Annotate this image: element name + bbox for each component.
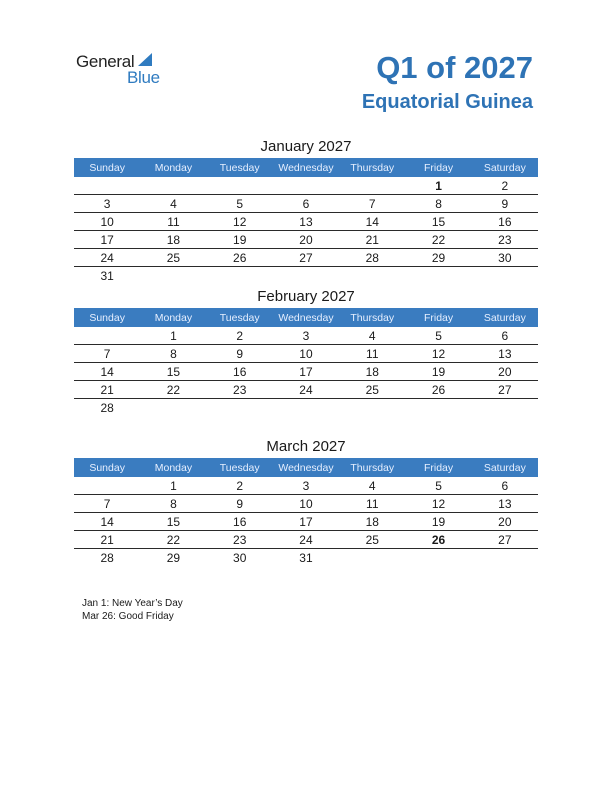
day-cell: 2 [207,327,273,345]
day-cell: 13 [472,345,538,363]
day-cell: 8 [140,345,206,363]
weekday-header-thursday: Thursday [339,458,405,477]
calendar-grid [74,308,538,416]
empty-day-cell [74,177,140,195]
day-cell: 20 [472,363,538,381]
empty-day-cell [339,549,405,567]
day-cell: 4 [140,195,206,213]
week-row [74,531,538,549]
day-cell: 27 [273,249,339,267]
holiday-notes [82,597,183,623]
empty-day-cell [472,399,538,417]
empty-day-cell [273,267,339,285]
day-cell: 15 [405,213,471,231]
day-cell: 6 [273,195,339,213]
day-cell: 8 [140,495,206,513]
day-cell: 14 [74,363,140,381]
weekday-header-friday: Friday [405,458,471,477]
day-cell: 13 [472,495,538,513]
empty-day-cell [273,177,339,195]
day-cell: 29 [405,249,471,267]
day-cell: 10 [273,345,339,363]
day-cell: 31 [100,269,114,283]
day-cell: 3 [273,327,339,345]
empty-day-cell [74,327,140,345]
holiday-note: Mar 26: Good Friday [82,611,174,622]
week-row [74,513,538,531]
weekday-header-wednesday: Wednesday [273,308,339,327]
day-cell: 9 [207,345,273,363]
empty-day-cell [339,267,405,285]
day-cell: 13 [273,213,339,231]
month-january [74,136,538,284]
day-cell: 3 [273,477,339,495]
logo-triangle-icon [138,53,152,66]
day-cell: 22 [140,531,206,549]
page-subtitle: Equatorial Guinea [361,91,533,113]
weekday-header-saturday: Saturday [472,158,538,177]
week-row [74,213,538,231]
day-cell: 31 [299,551,313,565]
day-cell: 28 [100,401,114,415]
empty-day-cell [207,177,273,195]
weekday-header-row [74,158,538,177]
day-cell: 17 [273,513,339,531]
week-row [74,177,538,195]
holiday-note: Jan 1: New Year’s Day [82,598,183,609]
day-cell: 25 [140,249,206,267]
day-cell: 18 [140,231,206,249]
day-cell: 21 [74,381,140,399]
week-row [74,399,538,417]
day-cell: 16 [207,513,273,531]
day-cell: 11 [339,345,405,363]
weekday-header-tuesday: Tuesday [207,158,273,177]
empty-day-cell [207,399,273,417]
day-cell: 7 [339,195,405,213]
empty-day-cell [339,399,405,417]
page-title: Q1 of 2027 [376,50,533,85]
logo-text-blue: Blue [127,68,160,87]
day-cell: 2 [472,177,538,195]
weekday-header-monday: Monday [140,458,206,477]
day-cell: 24 [74,249,140,267]
day-cell: 23 [207,381,273,399]
day-cell: 17 [273,363,339,381]
day-cell: 1 [405,177,471,195]
day-cell: 17 [74,231,140,249]
empty-day-cell [405,549,471,567]
weekday-header-saturday: Saturday [472,308,538,327]
day-cell: 8 [405,195,471,213]
day-cell: 7 [74,495,140,513]
day-cell: 28 [339,249,405,267]
weekday-header-tuesday: Tuesday [207,308,273,327]
week-row [74,477,538,495]
day-cell: 5 [405,477,471,495]
day-cell: 14 [74,513,140,531]
week-row [74,231,538,249]
day-cell: 4 [339,477,405,495]
week-row [74,195,538,213]
day-cell: 30 [233,551,247,565]
day-cell: 15 [140,513,206,531]
empty-day-cell [207,267,273,285]
day-cell: 18 [339,363,405,381]
day-cell: 10 [273,495,339,513]
day-cell: 20 [273,231,339,249]
week-row [74,345,538,363]
day-cell: 2 [207,477,273,495]
day-cell: 1 [140,477,206,495]
day-cell: 24 [273,381,339,399]
day-cell: 25 [339,381,405,399]
day-cell: 9 [472,195,538,213]
weekday-header-tuesday: Tuesday [207,458,273,477]
day-cell: 18 [339,513,405,531]
day-cell: 19 [405,513,471,531]
calendar-grid [74,458,538,566]
empty-day-cell [405,399,471,417]
day-cell: 7 [74,345,140,363]
weekday-header-sunday: Sunday [74,458,140,477]
day-cell: 11 [140,213,206,231]
day-cell: 23 [472,231,538,249]
weekday-header-friday: Friday [405,158,471,177]
week-row [74,327,538,345]
day-cell: 15 [140,363,206,381]
empty-day-cell [140,177,206,195]
day-cell: 10 [74,213,140,231]
day-cell: 19 [405,363,471,381]
day-cell: 23 [207,531,273,549]
weekday-header-wednesday: Wednesday [273,158,339,177]
day-cell: 1 [140,327,206,345]
day-cell: 6 [472,477,538,495]
day-cell: 25 [339,531,405,549]
day-cell: 6 [472,327,538,345]
empty-day-cell [140,267,206,285]
week-row [74,249,538,267]
day-cell: 9 [207,495,273,513]
month-title: March 2027 [266,438,346,455]
day-cell: 5 [207,195,273,213]
day-cell: 26 [207,249,273,267]
day-cell: 5 [405,327,471,345]
month-february [74,286,538,416]
day-cell: 26 [405,531,471,549]
month-title: February 2027 [257,288,355,305]
empty-day-cell [472,267,538,285]
weekday-header-thursday: Thursday [339,308,405,327]
logo-text-general: General [76,52,135,71]
day-cell: 21 [74,531,140,549]
day-cell: 24 [273,531,339,549]
day-cell: 22 [140,381,206,399]
empty-day-cell [405,267,471,285]
month-march [74,436,538,566]
weekday-header-sunday: Sunday [74,308,140,327]
day-cell: 20 [472,513,538,531]
week-row [74,495,538,513]
weekday-header-saturday: Saturday [472,458,538,477]
day-cell: 14 [339,213,405,231]
weekday-header-friday: Friday [405,308,471,327]
week-row [74,549,538,567]
weekday-header-thursday: Thursday [339,158,405,177]
day-cell: 4 [339,327,405,345]
empty-day-cell [74,477,140,495]
empty-day-cell [273,399,339,417]
weekday-header-sunday: Sunday [74,158,140,177]
empty-day-cell [140,399,206,417]
day-cell: 30 [472,249,538,267]
weekday-header-monday: Monday [140,158,206,177]
day-cell: 3 [74,195,140,213]
day-cell: 12 [405,345,471,363]
day-cell: 29 [166,551,181,565]
weekday-header-row [74,308,538,327]
week-row [74,381,538,399]
day-cell: 28 [100,551,114,565]
day-cell: 19 [207,231,273,249]
week-row [74,267,538,285]
weekday-header-row [74,458,538,477]
calendar-grid [74,158,538,284]
day-cell: 12 [405,495,471,513]
generalblue-logo [76,52,186,88]
week-row [74,363,538,381]
day-cell: 26 [405,381,471,399]
day-cell: 27 [472,531,538,549]
day-cell: 27 [472,381,538,399]
empty-day-cell [339,177,405,195]
day-cell: 12 [207,213,273,231]
empty-day-cell [472,549,538,567]
day-cell: 21 [339,231,405,249]
day-cell: 16 [207,363,273,381]
day-cell: 22 [405,231,471,249]
day-cell: 11 [339,495,405,513]
day-cell: 16 [472,213,538,231]
month-title: January 2027 [260,138,352,155]
weekday-header-monday: Monday [140,308,206,327]
weekday-header-wednesday: Wednesday [273,458,339,477]
